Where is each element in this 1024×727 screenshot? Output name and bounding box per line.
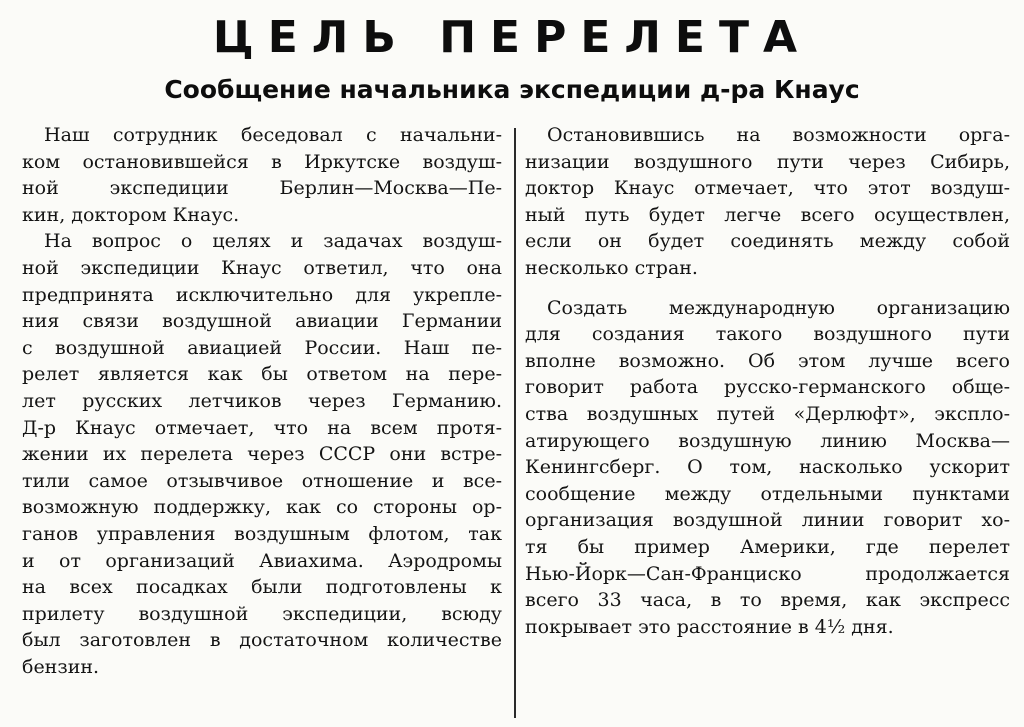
right-column — [525, 122, 1010, 640]
text-line: жении их перелета через СССР они встре- — [22, 443, 502, 466]
text-line: Создать международную организацию — [547, 296, 1010, 319]
text-line: релет является как бы ответом на пере- — [22, 363, 502, 386]
text-line: На вопрос о целях и задачах воздуш- — [44, 230, 502, 253]
text-line: всего 33 часа, в то время, как экспресс — [525, 589, 1010, 612]
text-line: Остановившись на возможности орга- — [547, 124, 1010, 146]
text-line: предпринята исключительно для укрепле- — [22, 283, 502, 306]
text-line: покрывает это расстояние в 4½ дня. — [525, 615, 894, 638]
text-line: лет русских летчиков через Германию. — [22, 389, 502, 412]
text-line: Кенингсберг. О том, насколько ускорит — [525, 456, 1010, 479]
left-column — [22, 122, 502, 680]
text-line: низации воздушного пути через Сибирь, — [525, 150, 1010, 173]
text-line: кин, доктором Кнаус. — [22, 203, 240, 226]
text-line: ной экспедиции Кнаус ответил, что она — [22, 256, 502, 279]
headline: ЦЕЛЬ ПЕРЕЛЕТА — [212, 12, 812, 63]
column-divider — [514, 128, 516, 718]
text-line: с воздушной авиацией России. Наш пе- — [22, 336, 502, 359]
text-line: организация воздушной линии говорит хо- — [525, 509, 1010, 532]
text-line: ный путь будет легче всего осуществлен, — [525, 203, 1010, 226]
text-line: и от организаций Авиахима. Аэродромы — [22, 549, 502, 572]
text-line: доктор Кнаус отмечает, что этот воздуш- — [525, 177, 1010, 200]
text-line: атирующего воздушную линию Москва— — [525, 429, 1010, 452]
text-line: тили самое отзывчивое отношение и все- — [22, 469, 502, 492]
subheadline: Сообщение начальника экспедиции д-ра Кнаус — [164, 75, 860, 104]
text-line: вполне возможно. Об этом лучше всего — [525, 349, 1010, 372]
text-line: прилету воздушной экспедиции, всюду — [22, 602, 502, 625]
text-line: на всех посадках были подготовлены к — [22, 576, 502, 599]
text-line: ния связи воздушной авиации Германии — [22, 310, 502, 333]
paragraph-gap — [525, 282, 1010, 295]
text-line: ганов управления воздушным флотом, так — [22, 522, 502, 545]
text-line: возможную поддержку, как со стороны ор- — [22, 496, 502, 519]
text-line: Нью-Йорк—Сан-Франциско продолжается — [525, 562, 1010, 585]
text-line: если он будет соединять между собой — [525, 230, 1010, 253]
text-line: Д-р Кнаус отмечает, что на всем протя- — [22, 416, 502, 439]
text-line: тя бы пример Америки, где перелет — [525, 535, 1010, 558]
text-line: ства воздушных путей «Дерлюфт», экспло- — [525, 402, 1010, 425]
text-line: ком остановившейся в Иркутске воздуш- — [22, 150, 502, 173]
text-line: ной экспедиции Берлин—Москва—Пе- — [22, 177, 502, 200]
text-line: Наш сотрудник беседовал с начальни- — [44, 124, 502, 146]
text-line: говорит работа русско-германского обще- — [525, 376, 1010, 399]
text-line: для создания такого воздушного пути — [525, 323, 1010, 346]
text-line: был заготовлен в достаточном количестве — [22, 629, 502, 652]
text-line: бензин. — [22, 655, 100, 678]
text-line: сообщение между отдельными пунктами — [525, 482, 1010, 505]
text-line: несколько стран. — [525, 256, 698, 279]
